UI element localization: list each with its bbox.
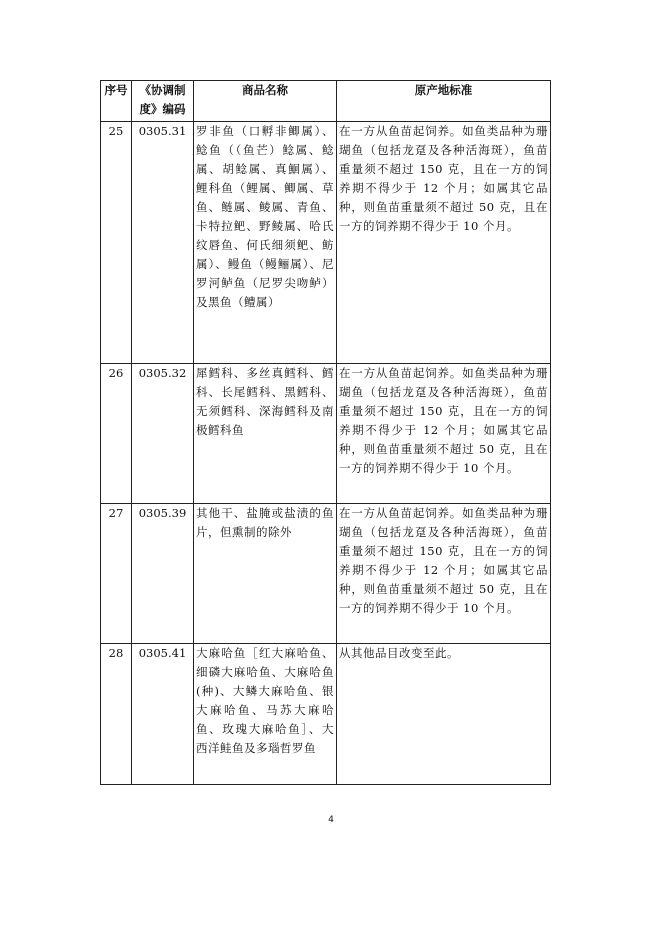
- hs-code-cell: 0305.31: [132, 122, 194, 364]
- origin-criterion-cell: 在一方从鱼苗起饲养。如鱼类品种为珊瑚鱼（包括龙趸及各种活海斑），鱼苗重量须不超过 150 克，且在一方的饲养期不得少于 12 个月；如属其它品种，则鱼苗重量须不超过 50 克，且在一方的饲养期不得少于 10 个月。: [337, 364, 551, 504]
- serial-number-cell: 26: [101, 364, 132, 504]
- header-serial-number: 序号: [101, 81, 132, 122]
- hs-code-cell: 0305.32: [132, 364, 194, 504]
- table-row: [101, 364, 551, 504]
- page-number: 4: [328, 815, 334, 825]
- origin-criterion-cell: 在一方从鱼苗起饲养。如鱼类品种为珊瑚鱼（包括龙趸及各种活海斑），鱼苗重量须不超过 150 克，且在一方的饲养期不得少于 12 个月；如属其它品种，则鱼苗重量须不超过 50 克，且在一方的饲养期不得少于 10 个月。: [337, 504, 551, 644]
- serial-number-cell: 27: [101, 504, 132, 644]
- product-name-cell: 罗非鱼（口孵非鲫属）、鲶鱼（（鱼芒）鲶属、鲶属、胡鲶属、真鮰属）、鲤科鱼（鲤属、鲫属、草鱼、鲢属、鲮属、青鱼、卡特拉鲃、野鲮属、哈氏纹唇鱼、何氏细须鲃、鲂属）、鳗鱼（鳗鲡属）、尼罗河鲈鱼（尼罗尖吻鲈）及黑鱼（鳢属）: [194, 122, 337, 364]
- table-row: [101, 122, 551, 364]
- product-name-cell: 犀鳕科、多丝真鳕科、鳕科、长尾鳕科、黑鳕科、无须鳕科、深海鳕科及南极鳕科鱼: [194, 364, 337, 504]
- product-name-cell: 其他干、盐腌或盐渍的鱼片，但熏制的除外: [194, 504, 337, 644]
- header-hs-code: 《协调制度》编码: [132, 81, 194, 122]
- hs-code-cell: 0305.41: [132, 644, 194, 785]
- origin-rules-table: [100, 80, 551, 785]
- header-origin-criterion: 原产地标准: [337, 81, 551, 122]
- serial-number-cell: 25: [101, 122, 132, 364]
- header-product-name: 商品名称: [194, 81, 337, 122]
- table-row: [101, 644, 551, 785]
- origin-criterion-cell: 从其他品目改变至此。: [337, 644, 551, 785]
- serial-number-cell: 28: [101, 644, 132, 785]
- table-header-row: [101, 81, 551, 122]
- origin-criterion-cell: 在一方从鱼苗起饲养。如鱼类品种为珊瑚鱼（包括龙趸及各种活海斑），鱼苗重量须不超过 150 克，且在一方的饲养期不得少于 12 个月；如属其它品种，则鱼苗重量须不超过 50 克，且在一方的饲养期不得少于 10 个月。: [337, 122, 551, 364]
- hs-code-cell: 0305.39: [132, 504, 194, 644]
- product-name-cell: 大麻哈鱼［红大麻哈鱼、细磷大麻哈鱼、大麻哈鱼(种)、大鳞大麻哈鱼、银大麻哈鱼、马苏大麻哈鱼、玫瑰大麻哈鱼］、大西洋鲑鱼及多瑙哲罗鱼: [194, 644, 337, 785]
- table-row: [101, 504, 551, 644]
